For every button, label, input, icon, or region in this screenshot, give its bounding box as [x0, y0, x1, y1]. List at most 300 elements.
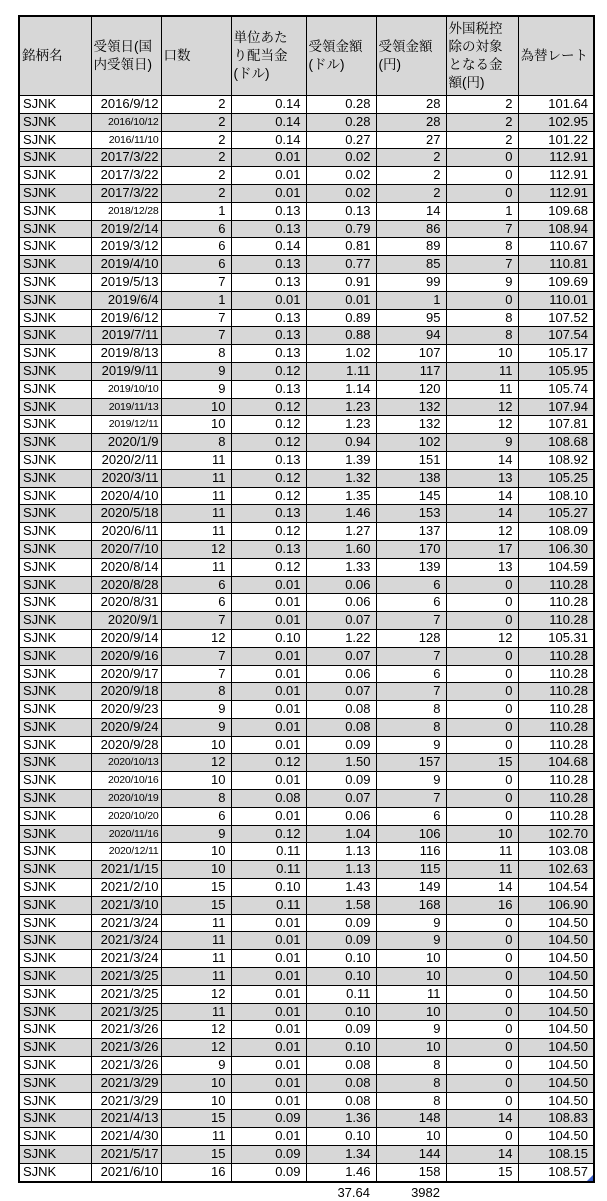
cell-per_unit: 0.11	[231, 843, 306, 861]
cell-rate: 104.50	[518, 1092, 594, 1110]
cell-yen: 144	[376, 1146, 446, 1164]
cell-yen: 1	[376, 291, 446, 309]
cell-per_unit: 0.01	[231, 665, 306, 683]
dividend-table-wrap	[18, 15, 595, 1201]
cell-per_unit: 0.01	[231, 576, 306, 594]
cell-usd: 1.11	[306, 362, 376, 380]
cell-date: 2016/11/10	[91, 131, 161, 149]
cell-yen: 89	[376, 238, 446, 256]
cell-name: SJNK	[19, 434, 91, 452]
cell-units: 7	[161, 327, 231, 345]
cell-rate: 108.57	[518, 1163, 594, 1181]
cell-yen: 149	[376, 879, 446, 897]
cell-per_unit: 0.01	[231, 914, 306, 932]
totals-spacer	[230, 1185, 305, 1201]
cell-tax: 8	[446, 327, 518, 345]
cell-tax: 0	[446, 1092, 518, 1110]
cell-name: SJNK	[19, 772, 91, 790]
cell-usd: 0.09	[306, 772, 376, 790]
cell-usd: 1.27	[306, 523, 376, 541]
cell-yen: 9	[376, 772, 446, 790]
cell-tax: 1	[446, 202, 518, 220]
cell-date: 2021/4/13	[91, 1110, 161, 1128]
cell-name: SJNK	[19, 558, 91, 576]
cell-usd: 1.22	[306, 629, 376, 647]
cell-per_unit: 0.09	[231, 1146, 306, 1164]
cell-usd: 0.10	[306, 1039, 376, 1057]
table-row	[19, 861, 594, 879]
cell-tax: 0	[446, 914, 518, 932]
cell-rate: 110.28	[518, 647, 594, 665]
cell-date: 2019/10/10	[91, 380, 161, 398]
table-row	[19, 576, 594, 594]
cell-usd: 1.14	[306, 380, 376, 398]
cell-tax: 8	[446, 238, 518, 256]
cell-date: 2020/9/14	[91, 629, 161, 647]
table-row	[19, 594, 594, 612]
cell-usd: 0.08	[306, 701, 376, 719]
cell-yen: 138	[376, 469, 446, 487]
cell-date: 2020/9/18	[91, 683, 161, 701]
cell-name: SJNK	[19, 540, 91, 558]
cell-tax: 14	[446, 505, 518, 523]
table-row	[19, 950, 594, 968]
header-symbol: 銘柄名	[19, 16, 91, 96]
cell-date: 2020/9/24	[91, 718, 161, 736]
cell-name: SJNK	[19, 1163, 91, 1181]
cell-tax: 0	[446, 184, 518, 202]
cell-date: 2021/3/10	[91, 896, 161, 914]
cell-usd: 0.09	[306, 932, 376, 950]
cell-tax: 0	[446, 736, 518, 754]
cell-tax: 13	[446, 469, 518, 487]
cell-date: 2020/10/20	[91, 807, 161, 825]
cell-per_unit: 0.01	[231, 647, 306, 665]
cell-tax: 14	[446, 879, 518, 897]
cell-per_unit: 0.12	[231, 398, 306, 416]
cell-units: 12	[161, 1039, 231, 1057]
cell-date: 2020/5/18	[91, 505, 161, 523]
cell-usd: 0.27	[306, 131, 376, 149]
cell-name: SJNK	[19, 469, 91, 487]
cell-units: 11	[161, 469, 231, 487]
cell-yen: 8	[376, 1057, 446, 1075]
cell-name: SJNK	[19, 167, 91, 185]
cell-units: 9	[161, 718, 231, 736]
cell-units: 15	[161, 896, 231, 914]
cell-per_unit: 0.12	[231, 487, 306, 505]
table-row	[19, 843, 594, 861]
cell-units: 12	[161, 540, 231, 558]
cell-name: SJNK	[19, 523, 91, 541]
cell-rate: 105.17	[518, 345, 594, 363]
cell-name: SJNK	[19, 1110, 91, 1128]
header-foreign-tax-base: 外国税控除の対象となる金額(円)	[446, 16, 518, 96]
cell-usd: 0.09	[306, 736, 376, 754]
cell-rate: 104.50	[518, 932, 594, 950]
table-row	[19, 790, 594, 808]
cell-per_unit: 0.01	[231, 950, 306, 968]
table-row	[19, 1163, 594, 1181]
cell-yen: 14	[376, 202, 446, 220]
cell-units: 10	[161, 398, 231, 416]
cell-name: SJNK	[19, 594, 91, 612]
cell-usd: 0.28	[306, 96, 376, 114]
table-row	[19, 629, 594, 647]
cell-date: 2019/11/13	[91, 398, 161, 416]
cell-tax: 15	[446, 754, 518, 772]
cell-units: 2	[161, 167, 231, 185]
cell-rate: 104.50	[518, 1074, 594, 1092]
table-row	[19, 1146, 594, 1164]
cell-units: 9	[161, 1057, 231, 1075]
cell-name: SJNK	[19, 327, 91, 345]
cell-usd: 1.23	[306, 416, 376, 434]
cell-tax: 0	[446, 149, 518, 167]
cell-usd: 0.77	[306, 256, 376, 274]
cell-usd: 1.46	[306, 1163, 376, 1181]
cell-name: SJNK	[19, 238, 91, 256]
cell-name: SJNK	[19, 701, 91, 719]
cell-units: 8	[161, 790, 231, 808]
cell-yen: 8	[376, 701, 446, 719]
cell-units: 11	[161, 914, 231, 932]
cell-rate: 101.64	[518, 96, 594, 114]
cell-tax: 8	[446, 309, 518, 327]
cell-name: SJNK	[19, 1128, 91, 1146]
cell-usd: 0.02	[306, 149, 376, 167]
dividend-table	[18, 15, 595, 1183]
cell-date: 2019/12/11	[91, 416, 161, 434]
cell-date: 2020/12/11	[91, 843, 161, 861]
cell-per_unit: 0.09	[231, 1110, 306, 1128]
cell-yen: 86	[376, 220, 446, 238]
cell-name: SJNK	[19, 1146, 91, 1164]
cell-usd: 0.08	[306, 1074, 376, 1092]
cell-per_unit: 0.13	[231, 309, 306, 327]
cell-tax: 0	[446, 1057, 518, 1075]
cell-rate: 109.69	[518, 273, 594, 291]
cell-tax: 12	[446, 416, 518, 434]
cell-rate: 110.28	[518, 718, 594, 736]
cell-units: 15	[161, 879, 231, 897]
cell-name: SJNK	[19, 896, 91, 914]
cell-usd: 0.01	[306, 291, 376, 309]
cell-rate: 107.81	[518, 416, 594, 434]
cell-rate: 108.15	[518, 1146, 594, 1164]
cell-usd: 1.43	[306, 879, 376, 897]
cell-usd: 0.81	[306, 238, 376, 256]
cell-yen: 132	[376, 416, 446, 434]
cell-units: 11	[161, 968, 231, 986]
cell-date: 2017/3/22	[91, 167, 161, 185]
cell-rate: 108.92	[518, 451, 594, 469]
table-row	[19, 683, 594, 701]
cell-date: 2019/2/14	[91, 220, 161, 238]
cell-rate: 105.95	[518, 362, 594, 380]
table-row	[19, 469, 594, 487]
cell-units: 9	[161, 701, 231, 719]
header-amount-usd: 受領金額(ドル)	[306, 16, 376, 96]
cell-yen: 10	[376, 1128, 446, 1146]
cell-name: SJNK	[19, 380, 91, 398]
cell-per_unit: 0.01	[231, 1003, 306, 1021]
cell-units: 10	[161, 861, 231, 879]
cell-tax: 9	[446, 434, 518, 452]
cell-rate: 104.68	[518, 754, 594, 772]
cell-rate: 110.28	[518, 665, 594, 683]
cell-name: SJNK	[19, 1092, 91, 1110]
table-body	[19, 96, 594, 1182]
header-exchange-rate: 為替レート	[518, 16, 594, 96]
cell-date: 2020/2/11	[91, 451, 161, 469]
cell-per_unit: 0.12	[231, 416, 306, 434]
cell-tax: 0	[446, 167, 518, 185]
cell-units: 10	[161, 416, 231, 434]
cell-name: SJNK	[19, 932, 91, 950]
header-units: 口数	[161, 16, 231, 96]
cell-usd: 0.28	[306, 113, 376, 131]
cell-yen: 137	[376, 523, 446, 541]
table-row	[19, 1057, 594, 1075]
cell-yen: 2	[376, 149, 446, 167]
cell-yen: 116	[376, 843, 446, 861]
cell-date: 2020/7/10	[91, 540, 161, 558]
cell-rate: 102.95	[518, 113, 594, 131]
cell-tax: 2	[446, 96, 518, 114]
cell-per_unit: 0.11	[231, 896, 306, 914]
header-row	[19, 16, 594, 96]
cell-name: SJNK	[19, 968, 91, 986]
cell-date: 2021/6/10	[91, 1163, 161, 1181]
cell-name: SJNK	[19, 790, 91, 808]
cell-rate: 110.67	[518, 238, 594, 256]
cell-usd: 1.36	[306, 1110, 376, 1128]
cell-units: 10	[161, 1092, 231, 1110]
cell-name: SJNK	[19, 256, 91, 274]
cell-yen: 28	[376, 96, 446, 114]
cell-rate: 108.68	[518, 434, 594, 452]
cell-yen: 7	[376, 683, 446, 701]
cell-units: 9	[161, 362, 231, 380]
cell-tax: 10	[446, 345, 518, 363]
cell-tax: 12	[446, 398, 518, 416]
cell-yen: 9	[376, 1021, 446, 1039]
cell-rate: 110.28	[518, 576, 594, 594]
cell-units: 7	[161, 273, 231, 291]
cell-tax: 0	[446, 1074, 518, 1092]
cell-usd: 0.11	[306, 985, 376, 1003]
cell-usd: 1.34	[306, 1146, 376, 1164]
cell-units: 11	[161, 451, 231, 469]
cell-date: 2019/6/4	[91, 291, 161, 309]
cell-per_unit: 0.01	[231, 683, 306, 701]
cell-rate: 104.50	[518, 950, 594, 968]
cell-yen: 2	[376, 184, 446, 202]
cell-per_unit: 0.01	[231, 968, 306, 986]
cell-usd: 1.32	[306, 469, 376, 487]
cell-per_unit: 0.12	[231, 558, 306, 576]
cell-units: 2	[161, 96, 231, 114]
cell-rate: 106.90	[518, 896, 594, 914]
cell-date: 2020/8/28	[91, 576, 161, 594]
cell-yen: 132	[376, 398, 446, 416]
cell-rate: 110.28	[518, 683, 594, 701]
cell-rate: 110.28	[518, 701, 594, 719]
cell-name: SJNK	[19, 861, 91, 879]
cell-tax: 7	[446, 256, 518, 274]
cell-rate: 101.22	[518, 131, 594, 149]
cell-rate: 112.91	[518, 167, 594, 185]
cell-tax: 0	[446, 1021, 518, 1039]
cell-units: 7	[161, 665, 231, 683]
cell-yen: 85	[376, 256, 446, 274]
cell-per_unit: 0.01	[231, 291, 306, 309]
cell-yen: 107	[376, 345, 446, 363]
cell-yen: 8	[376, 718, 446, 736]
totals-row	[18, 1185, 593, 1201]
cell-name: SJNK	[19, 629, 91, 647]
cell-name: SJNK	[19, 1039, 91, 1057]
cell-units: 2	[161, 131, 231, 149]
cell-tax: 0	[446, 291, 518, 309]
cell-name: SJNK	[19, 487, 91, 505]
total-usd: 37.64	[337, 1184, 370, 1200]
cell-yen: 2	[376, 167, 446, 185]
cell-rate: 110.28	[518, 736, 594, 754]
totals-spacer	[90, 1185, 160, 1201]
cell-date: 2020/9/28	[91, 736, 161, 754]
cell-tax: 14	[446, 1146, 518, 1164]
cell-name: SJNK	[19, 1021, 91, 1039]
cell-units: 1	[161, 291, 231, 309]
table-row	[19, 487, 594, 505]
cell-yen: 106	[376, 825, 446, 843]
cell-yen: 11	[376, 985, 446, 1003]
cell-date: 2019/8/13	[91, 345, 161, 363]
table-row	[19, 932, 594, 950]
cell-name: SJNK	[19, 807, 91, 825]
cell-tax: 0	[446, 683, 518, 701]
totals-spacer	[160, 1185, 230, 1201]
table-row	[19, 131, 594, 149]
cell-rate: 110.28	[518, 807, 594, 825]
cell-tax: 10	[446, 825, 518, 843]
cell-usd: 1.60	[306, 540, 376, 558]
cell-tax: 12	[446, 523, 518, 541]
cell-name: SJNK	[19, 1003, 91, 1021]
cell-per_unit: 0.14	[231, 96, 306, 114]
table-row	[19, 968, 594, 986]
cell-usd: 0.88	[306, 327, 376, 345]
cell-units: 11	[161, 1128, 231, 1146]
cell-tax: 16	[446, 896, 518, 914]
cell-usd: 0.09	[306, 1021, 376, 1039]
cell-tax: 2	[446, 113, 518, 131]
table-row	[19, 523, 594, 541]
header-dividend-per-unit: 単位あたり配当金(ドル)	[231, 16, 306, 96]
cell-rate: 112.91	[518, 184, 594, 202]
cell-name: SJNK	[19, 273, 91, 291]
totals-spacer	[18, 1185, 90, 1201]
cell-units: 6	[161, 238, 231, 256]
cell-date: 2021/3/26	[91, 1039, 161, 1057]
cell-date: 2020/8/31	[91, 594, 161, 612]
table-row	[19, 167, 594, 185]
table-header	[19, 16, 594, 96]
cell-date: 2020/9/23	[91, 701, 161, 719]
cell-rate: 102.70	[518, 825, 594, 843]
table-row	[19, 202, 594, 220]
cell-yen: 6	[376, 665, 446, 683]
cell-per_unit: 0.13	[231, 327, 306, 345]
cell-rate: 104.59	[518, 558, 594, 576]
cell-date: 2021/3/24	[91, 914, 161, 932]
cell-rate: 105.25	[518, 469, 594, 487]
cell-yen: 27	[376, 131, 446, 149]
cell-yen: 7	[376, 647, 446, 665]
cell-name: SJNK	[19, 1074, 91, 1092]
cell-rate: 112.91	[518, 149, 594, 167]
cell-rate: 104.50	[518, 985, 594, 1003]
cell-units: 15	[161, 1146, 231, 1164]
cell-units: 9	[161, 825, 231, 843]
cell-tax: 0	[446, 932, 518, 950]
cell-per_unit: 0.13	[231, 220, 306, 238]
cell-units: 2	[161, 149, 231, 167]
cell-tax: 0	[446, 790, 518, 808]
cell-date: 2019/5/13	[91, 273, 161, 291]
cell-per_unit: 0.01	[231, 985, 306, 1003]
cell-per_unit: 0.12	[231, 523, 306, 541]
cell-tax: 0	[446, 647, 518, 665]
table-row	[19, 256, 594, 274]
cell-name: SJNK	[19, 451, 91, 469]
cell-per_unit: 0.14	[231, 238, 306, 256]
cell-name: SJNK	[19, 576, 91, 594]
cell-yen: 8	[376, 1092, 446, 1110]
cell-tax: 12	[446, 629, 518, 647]
cell-date: 2021/3/25	[91, 1003, 161, 1021]
cell-tax: 0	[446, 718, 518, 736]
cell-usd: 1.23	[306, 398, 376, 416]
cell-usd: 1.39	[306, 451, 376, 469]
cell-rate: 110.28	[518, 790, 594, 808]
table-row	[19, 736, 594, 754]
cell-per_unit: 0.01	[231, 1074, 306, 1092]
cell-yen: 6	[376, 594, 446, 612]
cell-units: 12	[161, 1021, 231, 1039]
cell-units: 1	[161, 202, 231, 220]
cell-usd: 0.06	[306, 594, 376, 612]
cell-usd: 0.94	[306, 434, 376, 452]
table-row	[19, 647, 594, 665]
cell-tax: 11	[446, 861, 518, 879]
cell-per_unit: 0.10	[231, 879, 306, 897]
cell-yen: 145	[376, 487, 446, 505]
cell-rate: 104.50	[518, 1128, 594, 1146]
cell-units: 7	[161, 647, 231, 665]
cell-usd: 0.02	[306, 184, 376, 202]
cell-yen: 168	[376, 896, 446, 914]
cell-usd: 0.10	[306, 1003, 376, 1021]
cell-tax: 9	[446, 273, 518, 291]
cell-per_unit: 0.11	[231, 861, 306, 879]
cell-yen: 158	[376, 1163, 446, 1181]
cell-yen: 94	[376, 327, 446, 345]
cell-usd: 1.46	[306, 505, 376, 523]
cell-name: SJNK	[19, 416, 91, 434]
